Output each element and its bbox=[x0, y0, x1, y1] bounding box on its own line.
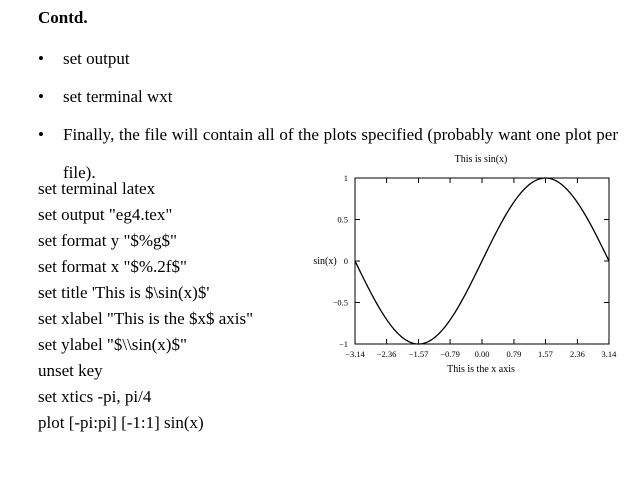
gnuplot-code-block bbox=[38, 176, 253, 436]
x-tick-label: −2.36 bbox=[376, 349, 397, 359]
bullet-text: set terminal wxt bbox=[63, 87, 173, 106]
bullet-text: set output bbox=[63, 49, 130, 68]
bullet-text: Finally, the file will contain all of the plots specified (probably want one plot per file). bbox=[63, 125, 618, 182]
code-line: set xtics -pi, pi/4 bbox=[38, 387, 152, 406]
bullet-marker: • bbox=[38, 125, 44, 144]
x-tick-label: −0.79 bbox=[440, 349, 460, 359]
code-line: set title 'This is $\sin(x)$' bbox=[38, 283, 210, 302]
tick-labels bbox=[333, 173, 618, 359]
bullet-item-set-output bbox=[38, 40, 618, 78]
x-axis-label: This is the x axis bbox=[447, 364, 515, 375]
bullet-marker: • bbox=[38, 87, 44, 106]
slide-heading: Contd. bbox=[38, 8, 88, 27]
code-line: set output "eg4.tex" bbox=[38, 205, 173, 224]
y-tick-label: 0.5 bbox=[337, 214, 348, 225]
bullet-marker: • bbox=[38, 49, 44, 68]
code-line: set format y "$%g$" bbox=[38, 231, 177, 250]
sine-series-line bbox=[355, 178, 609, 344]
x-tick-label: −1.57 bbox=[408, 349, 429, 359]
x-tick-label: 0.00 bbox=[474, 349, 490, 359]
code-line: set terminal latex bbox=[38, 179, 156, 198]
x-tick-label: 1.57 bbox=[538, 349, 553, 359]
y-tick-label: 1 bbox=[343, 173, 348, 183]
code-line: plot [-pi:pi] [-1:1] sin(x) bbox=[38, 413, 204, 432]
bullet-item-set-terminal bbox=[38, 78, 618, 116]
x-tick-label: 0.79 bbox=[506, 349, 522, 359]
code-line: unset key bbox=[38, 361, 103, 380]
x-tick-label: 3.14 bbox=[601, 349, 617, 359]
y-tick-label: −1 bbox=[338, 339, 348, 349]
y-tick-label: 0 bbox=[343, 256, 348, 266]
code-line: set xlabel "This is the $x$ axis" bbox=[38, 309, 254, 328]
chart-title: This is sin(x) bbox=[454, 154, 508, 165]
y-tick-label: −0.5 bbox=[332, 297, 348, 308]
code-line: set ylabel "$\\sin(x)$" bbox=[38, 335, 187, 354]
code-line: set format x "$%.2f$" bbox=[38, 257, 187, 276]
sine-plot bbox=[298, 148, 628, 380]
y-axis-label: sin(x) bbox=[313, 256, 337, 267]
x-tick-label: −3.14 bbox=[345, 349, 365, 359]
x-tick-label: 2.36 bbox=[569, 349, 585, 359]
